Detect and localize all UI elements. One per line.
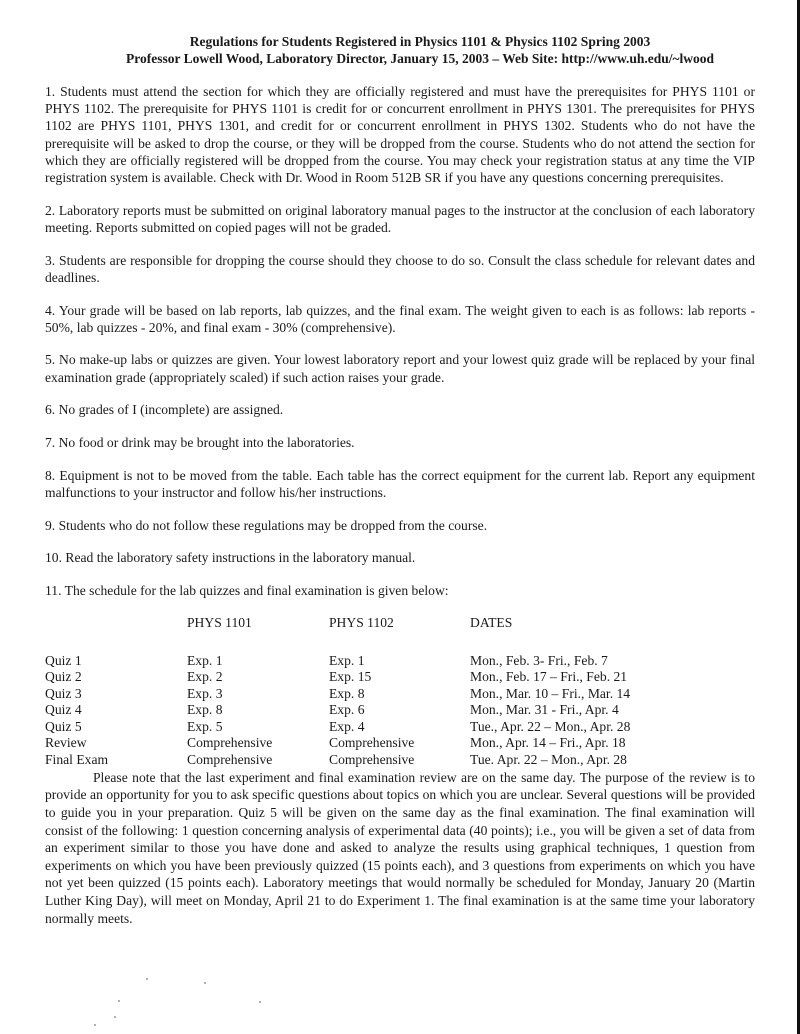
dates-cell: Mon., Feb. 3- Fri., Feb. 7 (470, 652, 608, 668)
table-row (45, 752, 755, 768)
row-label: Review (45, 735, 87, 751)
document-subtitle: Professor Lowell Wood, Laboratory Director, January 15, 2003 – Web Site: http://www.uh.edu/~lwood (125, 51, 715, 66)
dates-cell: Mon., Mar. 31 - Fri., Apr. 4 (470, 702, 619, 718)
header-dates: DATES (470, 614, 513, 630)
dates-cell: Tue. Apr. 22 – Mon., Apr. 28 (470, 751, 627, 767)
phys-1101-cell: Exp. 3 (187, 685, 223, 701)
dates-cell: Tue., Apr. 22 – Mon., Apr. 28 (470, 718, 631, 734)
regulation-8: 8. Equipment is not to be moved from the table. Each table has the correct equipment for the current lab. Report any equipment malfunctions to your instructor and follow his/her instructions. (45, 467, 755, 500)
regulation-11: 11. The schedule for the lab quizzes and final examination is given below: (45, 583, 449, 599)
phys-1101-cell: Exp. 1 (187, 652, 223, 668)
dates-cell: Mon., Apr. 14 – Fri., Apr. 18 (470, 735, 626, 751)
scan-speck (204, 982, 206, 984)
phys-1102-cell: Exp. 1 (329, 652, 365, 668)
scan-speck (94, 1024, 96, 1026)
regulation-3: 3. Students are responsible for dropping the course should they choose to do so. Consult the class schedule for relevant dates and deadlines. (45, 252, 755, 285)
row-label: Quiz 5 (45, 718, 82, 734)
regulation-2: 2. Laboratory reports must be submitted on original laboratory manual pages to the instructor at the conclusion of each laboratory meeting. Reports submitted on copied pages will not be graded. (45, 202, 755, 235)
phys-1102-cell: Exp. 4 (329, 718, 365, 734)
regulation-9: 9. Students who do not follow these regulations may be dropped from the course. (45, 517, 488, 533)
table-row (45, 719, 755, 735)
regulation-1: 1. Students must attend the section for which they are officially registered and must have the prerequisites for PHYS 1101 or PHYS 1102. The prerequisite for PHYS 1101 is credit for or concurrent enrollment in PHYS 1301. The prerequisites for PHYS 1102 are PHYS 1101, PHYS 1301, and credit for or concurrent enrollment in PHYS 1302. Students who do not have the prerequisite will be asked to drop the course, or they will be dropped from the course. Students who do not attend the section for which they are officially registered will be dropped from the course. You may check your registration status at any time the VIP registration system is available. Check with Dr. Wood in Room 512B SR if you have any questions concerning prerequisites. (45, 84, 755, 186)
row-label: Quiz 2 (45, 669, 82, 685)
table-row (45, 686, 755, 702)
dates-cell: Mon., Mar. 10 – Fri., Mar. 14 (470, 685, 631, 701)
row-label: Final Exam (45, 751, 109, 767)
phys-1102-cell: Exp. 15 (329, 669, 372, 685)
document-title: Regulations for Students Registered in Physics 1101 & Physics 1102 Spring 2003 (189, 34, 651, 49)
schedule-table (45, 614, 755, 767)
regulation-6: 6. No grades of I (incomplete) are assigned. (45, 402, 284, 418)
scan-speck (146, 978, 148, 980)
row-label: Quiz 3 (45, 685, 82, 701)
header-phys-1101: PHYS 1101 (187, 614, 252, 630)
regulation-10: 10. Read the laboratory safety instructions in the laboratory manual. (45, 550, 416, 566)
row-label: Quiz 1 (45, 652, 82, 668)
scan-speck (118, 1000, 120, 1002)
table-row (45, 653, 755, 669)
row-label: Quiz 4 (45, 702, 82, 718)
phys-1102-cell: Comprehensive (329, 735, 415, 751)
phys-1102-cell: Exp. 8 (329, 685, 365, 701)
phys-1102-cell: Comprehensive (329, 751, 415, 767)
scan-speck (259, 1001, 261, 1003)
regulation-7: 7. No food or drink may be brought into the laboratories. (45, 435, 355, 451)
phys-1101-cell: Comprehensive (187, 751, 273, 767)
header-phys-1102: PHYS 1102 (329, 614, 394, 630)
scan-speck (114, 1016, 116, 1018)
document-page (45, 33, 755, 941)
dates-cell: Mon., Feb. 17 – Fri., Feb. 21 (470, 669, 628, 685)
phys-1101-cell: Comprehensive (187, 735, 273, 751)
regulation-4: 4. Your grade will be based on lab reports, lab quizzes, and the final exam. The weight given to each is as follows: lab reports - 50%, lab quizzes - 20%, and final exam - 30% (comprehensive). (45, 302, 755, 335)
regulation-5: 5. No make-up labs or quizzes are given. Your lowest laboratory report and your lowest quiz grade will be replaced by your final examination grade (appropriately scaled) if such action raises your grade. (45, 352, 755, 385)
schedule-header-row (45, 615, 755, 631)
phys-1101-cell: Exp. 5 (187, 718, 223, 734)
table-row (45, 702, 755, 718)
final-exam-note: Please note that the last experiment and final examination review are on the same day. The purpose of the review is to provide an opportunity for you to ask specific questions about topics on which you are unclear. Several questions will be provided to guide you in your preparation. Quiz 5 will be given on the same day as the final examination. The final examination will consist of the following: 1 question concerning analysis of experimental data (40 points); i.e., you will be given a set of data from an experiment similar to those you have done and asked to analyze the results using graphical techniques, 1 question from experiments on which you have been previously quizzed (15 points each), and 3 questions from experiments on which you have not yet been quizzed (15 points each). Laboratory meetings that would normally be scheduled for Monday, January 20 (Martin Luther King Day), will meet on Monday, April 21 to do Experiment 1. The final examination is at the same time your laboratory normally meets. (45, 769, 755, 926)
phys-1102-cell: Exp. 6 (329, 702, 365, 718)
phys-1101-cell: Exp. 8 (187, 702, 223, 718)
phys-1101-cell: Exp. 2 (187, 669, 223, 685)
table-row (45, 735, 755, 751)
table-row (45, 669, 755, 685)
